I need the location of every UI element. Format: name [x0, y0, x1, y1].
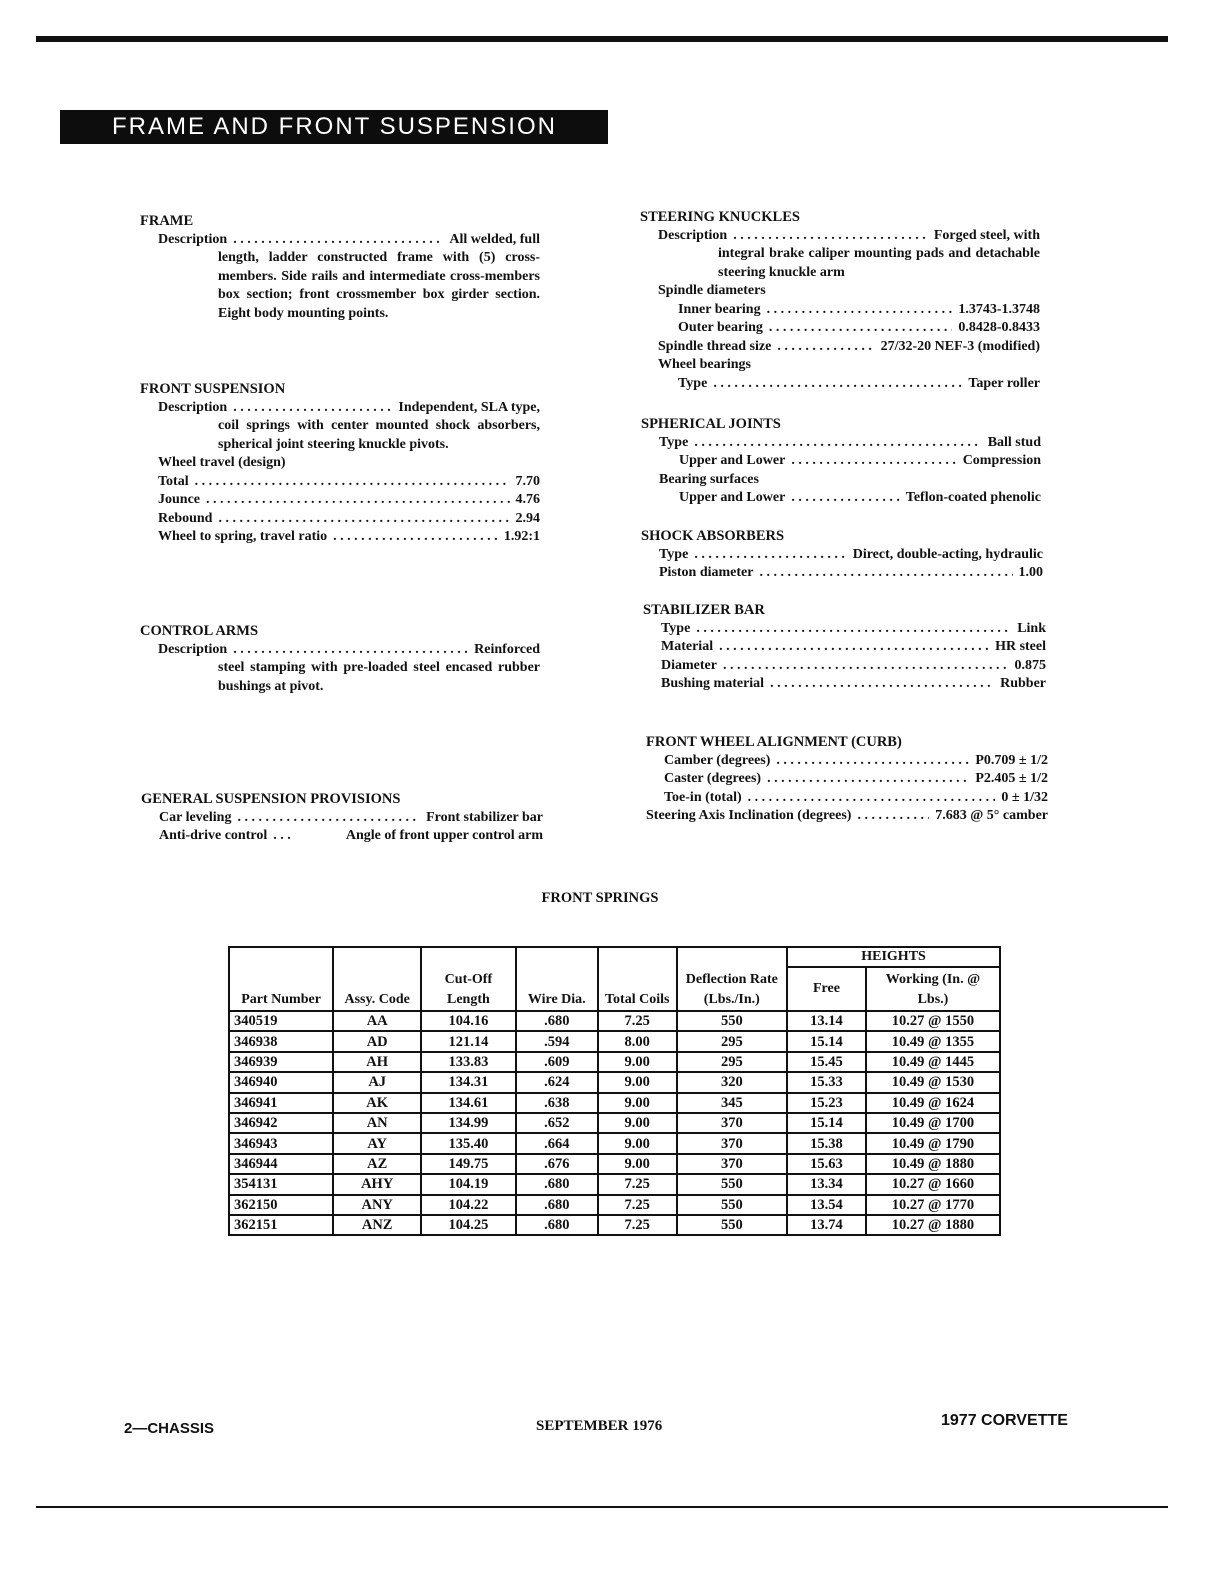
table-cell: 346942 — [229, 1113, 333, 1133]
front-springs-title: FRONT SPRINGS — [541, 890, 659, 906]
table-cell: .680 — [516, 1195, 598, 1215]
spec-row — [640, 375, 1040, 394]
spec-label: Piston diameter — [659, 565, 754, 580]
spec-row — [643, 638, 1046, 657]
table-cell: AK — [333, 1093, 421, 1113]
table-cell: AZ — [333, 1154, 421, 1174]
table-cell: 149.75 — [421, 1154, 515, 1174]
table-cell: 121.14 — [421, 1031, 515, 1051]
table-cell: .680 — [516, 1215, 598, 1235]
spherical-joints-section — [641, 415, 1041, 508]
wheel-alignment-section — [646, 733, 1048, 826]
header-assy-code: Assy. Code — [333, 947, 421, 1011]
table-cell: 15.63 — [787, 1154, 866, 1174]
spec-row — [140, 473, 540, 492]
table-cell: AD — [333, 1031, 421, 1051]
table-row — [229, 1072, 1000, 1092]
control-arms-description-row — [140, 641, 540, 660]
table-cell: .624 — [516, 1072, 598, 1092]
spec-row — [641, 564, 1043, 583]
table-cell: 134.31 — [421, 1072, 515, 1092]
table-body — [229, 1011, 1000, 1235]
table-cell: 13.34 — [787, 1174, 866, 1194]
table-cell: 134.61 — [421, 1093, 515, 1113]
table-cell: .638 — [516, 1093, 598, 1113]
spec-label: Spindle thread size — [658, 338, 772, 354]
knuckles-description-value: Forged steel, with — [933, 227, 1040, 243]
table-cell: 9.00 — [598, 1154, 677, 1174]
table-cell: AH — [333, 1052, 421, 1072]
spec-value: 0.875 — [1014, 657, 1046, 673]
table-cell: 15.14 — [787, 1031, 866, 1051]
wheel-travel-label: Wheel travel (design) — [158, 455, 286, 470]
spec-value: Ball stud — [987, 434, 1041, 450]
table-cell: .676 — [516, 1154, 598, 1174]
table-cell: 550 — [677, 1174, 788, 1194]
spec-value: 2.94 — [515, 510, 540, 526]
header-heights: HEIGHTS — [787, 947, 1000, 967]
table-cell: .664 — [516, 1133, 598, 1153]
table-row — [229, 1031, 1000, 1051]
table-cell: 340519 — [229, 1011, 333, 1031]
spec-value: Angle of front upper control arm — [345, 828, 543, 843]
table-cell: 8.00 — [598, 1031, 677, 1051]
table-cell: 7.25 — [598, 1215, 677, 1235]
spec-label: Inner bearing — [678, 301, 761, 317]
table-cell: .609 — [516, 1052, 598, 1072]
front-springs-table — [228, 946, 1001, 1236]
table-cell: 134.99 — [421, 1113, 515, 1133]
table-cell: 320 — [677, 1072, 788, 1092]
header-working: Working (In. @ Lbs.) — [866, 967, 1000, 1011]
table-cell: 295 — [677, 1052, 788, 1072]
table-row — [229, 1133, 1000, 1153]
spec-row — [641, 489, 1041, 508]
table-cell: 346938 — [229, 1031, 333, 1051]
table-cell: 362150 — [229, 1195, 333, 1215]
frame-title: FRAME — [140, 213, 194, 229]
table-cell: 346943 — [229, 1133, 333, 1153]
spec-row — [641, 452, 1041, 471]
spec-value: P2.405 ± 1/2 — [975, 771, 1048, 786]
table-cell: 346941 — [229, 1093, 333, 1113]
spec-label: Bushing material — [661, 676, 765, 691]
table-cell: 10.27 @ 1660 — [866, 1174, 1000, 1194]
table-cell: 10.49 @ 1355 — [866, 1031, 1000, 1051]
header-deflection-rate: Deflection Rate (Lbs./In.) — [677, 947, 788, 1011]
wheel-bearings-label: Wheel bearings — [658, 357, 751, 372]
spindle-diameters-label: Spindle diameters — [658, 283, 766, 298]
table-cell: 7.25 — [598, 1174, 677, 1194]
table-row — [229, 1154, 1000, 1174]
table-cell: 104.25 — [421, 1215, 515, 1235]
table-cell: 550 — [677, 1195, 788, 1215]
frame-section — [140, 212, 540, 323]
table-cell: 10.49 @ 1445 — [866, 1052, 1000, 1072]
table-cell: AY — [333, 1133, 421, 1153]
table-cell: .594 — [516, 1031, 598, 1051]
spec-value: 27/32-20 NEF-3 (modified) — [880, 338, 1040, 354]
shock-absorbers-title: SHOCK ABSORBERS — [641, 528, 785, 544]
table-header-row — [229, 947, 1000, 967]
bottom-rule — [36, 1506, 1168, 1508]
table-cell: 370 — [677, 1154, 788, 1174]
table-cell: 10.27 @ 1880 — [866, 1215, 1000, 1235]
spec-row — [640, 301, 1040, 320]
header-wire-dia: Wire Dia. — [516, 947, 598, 1011]
spec-value: 0 ± 1/32 — [1001, 789, 1048, 805]
stabilizer-bar-section — [643, 601, 1046, 694]
front-suspension-section — [140, 380, 540, 547]
knuckles-description-row — [640, 227, 1040, 246]
spec-value: Taper roller — [968, 375, 1040, 391]
table-cell: .652 — [516, 1113, 598, 1133]
table-row — [229, 1195, 1000, 1215]
footer-model: 1977 CORVETTE — [941, 1412, 1068, 1429]
table-cell: 345 — [677, 1093, 788, 1113]
table-cell: 15.38 — [787, 1133, 866, 1153]
front-suspension-title: FRONT SUSPENSION — [140, 381, 286, 397]
spec-value: 1.00 — [1018, 565, 1043, 580]
spec-value: 7.70 — [515, 473, 540, 489]
spec-value: Direct, double-acting, hydraulic — [852, 546, 1043, 562]
table-cell: 354131 — [229, 1174, 333, 1194]
table-cell: 104.16 — [421, 1011, 515, 1031]
table-cell: 10.49 @ 1880 — [866, 1154, 1000, 1174]
spec-value: Rubber — [1000, 676, 1046, 691]
spec-value: 1.3743-1.3748 — [958, 301, 1040, 317]
general-provisions-title: GENERAL SUSPENSION PROVISIONS — [141, 791, 401, 807]
spec-row — [646, 770, 1048, 789]
spec-row — [643, 620, 1046, 639]
header-part-number: Part Number — [229, 947, 333, 1011]
table-cell: 104.19 — [421, 1174, 515, 1194]
spec-value: 0.8428-0.8433 — [958, 320, 1040, 335]
table-cell: 550 — [677, 1011, 788, 1031]
table-row — [229, 1011, 1000, 1031]
table-cell: AHY — [333, 1174, 421, 1194]
spec-row — [140, 510, 540, 529]
spec-row — [141, 827, 543, 846]
frame-description-label: Description — [158, 231, 228, 247]
footer-section-label: 2—CHASSIS — [124, 1420, 215, 1437]
footer-date: SEPTEMBER 1976 — [536, 1418, 663, 1434]
control-arms-title: CONTROL ARMS — [140, 623, 259, 639]
spec-label: Toe-in (total) — [664, 789, 742, 805]
table-cell: 7.25 — [598, 1195, 677, 1215]
spec-label: Anti-drive control — [159, 828, 268, 843]
table-cell: ANZ — [333, 1215, 421, 1235]
top-rule — [36, 36, 1168, 42]
spec-label: Upper and Lower — [679, 453, 786, 468]
table-cell: 15.33 — [787, 1072, 866, 1092]
table-cell: AJ — [333, 1072, 421, 1092]
table-cell: 10.49 @ 1624 — [866, 1093, 1000, 1113]
table-row — [229, 1113, 1000, 1133]
table-cell: 346939 — [229, 1052, 333, 1072]
spec-label: Material — [661, 639, 714, 654]
spec-row — [643, 657, 1046, 676]
table-cell: 9.00 — [598, 1052, 677, 1072]
shock-absorbers-section — [641, 527, 1043, 583]
spherical-joints-title: SPHERICAL JOINTS — [641, 416, 781, 432]
table-cell: 10.49 @ 1530 — [866, 1072, 1000, 1092]
spec-row — [141, 809, 543, 828]
knuckles-description-label: Description — [658, 227, 728, 243]
table-cell: 13.74 — [787, 1215, 866, 1235]
table-cell: 15.45 — [787, 1052, 866, 1072]
spec-label: Jounce — [158, 492, 200, 507]
table-cell: 370 — [677, 1133, 788, 1153]
spec-label: Type — [661, 620, 691, 636]
general-provisions-section — [141, 790, 543, 846]
spec-row — [641, 546, 1043, 565]
table-row — [229, 1093, 1000, 1113]
front-suspension-description-value: Independent, SLA type, — [398, 399, 540, 415]
table-cell: 9.00 — [598, 1093, 677, 1113]
table-cell: 346944 — [229, 1154, 333, 1174]
table-cell: .680 — [516, 1174, 598, 1194]
table-cell: AA — [333, 1011, 421, 1031]
spec-row — [140, 491, 540, 510]
control-arms-description-label: Description — [158, 641, 228, 657]
table-cell: 104.22 — [421, 1195, 515, 1215]
table-cell: 10.27 @ 1550 — [866, 1011, 1000, 1031]
spec-label: Rebound — [158, 510, 213, 526]
control-arms-description-continued: steel stamping with pre-loaded steel encased rubber bushings at pivot. — [218, 660, 540, 694]
frame-description-continued: length, ladder constructed frame with (5) cross-members. Side rails and intermediate cross-members box section; front crossmember box girder section. Eight body mounting points. — [218, 250, 540, 321]
control-arms-description-value: Reinforced — [474, 641, 540, 657]
spec-label: Type — [659, 434, 689, 450]
table-cell: 9.00 — [598, 1072, 677, 1092]
stabilizer-bar-title: STABILIZER BAR — [643, 602, 765, 618]
spec-value: Compression — [962, 453, 1041, 468]
spec-label: Caster (degrees) — [664, 771, 762, 786]
spec-label: Upper and Lower — [679, 490, 786, 505]
table-cell: 370 — [677, 1113, 788, 1133]
spec-label: Total — [158, 473, 189, 489]
spec-value: P0.709 ± 1/2 — [975, 752, 1048, 768]
front-suspension-description-row — [140, 399, 540, 418]
table-cell: .680 — [516, 1011, 598, 1031]
table-cell: 362151 — [229, 1215, 333, 1235]
spec-value: 7.683 @ 5° camber — [935, 808, 1048, 823]
steering-knuckles-section — [640, 208, 1040, 393]
spec-label: Wheel to spring, travel ratio — [158, 529, 328, 544]
spec-row — [641, 434, 1041, 453]
table-cell: 10.49 @ 1790 — [866, 1133, 1000, 1153]
frame-description-row — [140, 231, 540, 250]
knuckles-description-continued: integral brake caliper mounting pads and detachable steering knuckle arm — [718, 246, 1040, 280]
spec-row — [640, 319, 1040, 338]
spec-value: Link — [1017, 620, 1046, 636]
spec-label: Type — [678, 375, 708, 391]
spec-label: Diameter — [661, 657, 717, 673]
table-cell: 13.14 — [787, 1011, 866, 1031]
front-suspension-description-continued: coil springs with center mounted shock absorbers, spherical joint steering knuckle pivots. — [218, 418, 540, 452]
spec-label: Steering Axis Inclination (degrees) — [646, 808, 852, 823]
section-banner: FRAME AND FRONT SUSPENSION — [60, 110, 608, 144]
table-cell: 10.27 @ 1770 — [866, 1195, 1000, 1215]
table-cell: AN — [333, 1113, 421, 1133]
table-cell: 9.00 — [598, 1133, 677, 1153]
steering-knuckles-title: STEERING KNUCKLES — [640, 209, 800, 225]
spec-value: 1.92:1 — [503, 529, 540, 544]
frame-description-value: All welded, full — [449, 231, 540, 247]
table-row — [229, 1052, 1000, 1072]
spec-row — [640, 338, 1040, 357]
table-cell: 7.25 — [598, 1011, 677, 1031]
wheel-alignment-title: FRONT WHEEL ALIGNMENT (CURB) — [646, 734, 902, 750]
bearing-surfaces-label: Bearing surfaces — [659, 471, 759, 487]
spec-label: Outer bearing — [678, 320, 763, 335]
control-arms-section — [140, 622, 540, 696]
spec-value: HR steel — [995, 639, 1046, 654]
table-cell: 135.40 — [421, 1133, 515, 1153]
header-cutoff-length: Cut-Off Length — [421, 947, 515, 1011]
spec-label: Type — [659, 546, 689, 562]
spec-row — [643, 675, 1046, 694]
spec-value: Teflon-coated phenolic — [905, 490, 1041, 505]
header-total-coils: Total Coils — [598, 947, 677, 1011]
spec-row — [646, 752, 1048, 771]
front-suspension-description-label: Description — [158, 399, 228, 415]
table-row — [229, 1215, 1000, 1235]
spec-row — [646, 789, 1048, 808]
table-cell: 15.14 — [787, 1113, 866, 1133]
spec-row — [646, 807, 1048, 826]
spec-value: 4.76 — [515, 492, 540, 507]
header-free: Free — [787, 967, 866, 1011]
table-cell: 295 — [677, 1031, 788, 1051]
spec-value: Front stabilizer bar — [426, 809, 543, 825]
table-cell: 346940 — [229, 1072, 333, 1092]
spec-row — [140, 528, 540, 547]
spec-label: Camber (degrees) — [664, 752, 771, 768]
table-cell: 9.00 — [598, 1113, 677, 1133]
table-cell: 550 — [677, 1215, 788, 1235]
table-cell: 15.23 — [787, 1093, 866, 1113]
table-row — [229, 1174, 1000, 1194]
table-cell: 10.49 @ 1700 — [866, 1113, 1000, 1133]
spec-label: Car leveling — [159, 809, 232, 825]
table-cell: 13.54 — [787, 1195, 866, 1215]
table-cell: 133.83 — [421, 1052, 515, 1072]
table-cell: ANY — [333, 1195, 421, 1215]
